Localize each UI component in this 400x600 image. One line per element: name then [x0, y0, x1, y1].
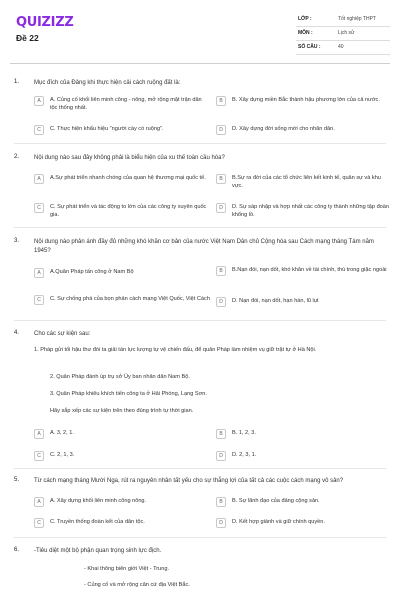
question-number: 3. [14, 238, 20, 244]
meta-value: 40 [338, 44, 344, 50]
meta-value: Tốt nghiệp THPT [338, 16, 376, 22]
option-text: B.Nạn đói, nạn dốt, khó khăn về tài chính, thù trong giặc ngoài [232, 267, 387, 273]
meta-row-question-count [296, 41, 390, 55]
question-number: 1. [14, 79, 20, 85]
meta-label: MÔN : [298, 30, 313, 36]
option-text: C. Thực hiện khẩu hiệu "người cày có ruộng". [50, 126, 164, 132]
header-divider [10, 63, 390, 64]
option-letter-badge: D [216, 518, 226, 528]
question-number: 5. [14, 477, 20, 483]
option-letter-badge: B [216, 174, 226, 184]
option-letter-badge: A [34, 268, 44, 278]
option-text: B. Sự lãnh đạo của đảng cộng sản. [232, 498, 320, 504]
option-letter-badge: D [216, 297, 226, 307]
question-number: 2. [14, 154, 20, 160]
question-divider [14, 143, 386, 144]
event-item: 1. Pháp gửi tối hậu thư đòi ta giải tán lực lượng tự vệ chiến đấu, để quân Pháp làm nhiệm vụ giữ trật tự ở Hà Nội. [34, 347, 317, 353]
option-letter-badge: D [216, 451, 226, 461]
option-letter-badge: B [216, 96, 226, 106]
option-letter-badge: A [34, 174, 44, 184]
option-letter-badge: C [34, 518, 44, 528]
option-text: B.Sự ra đời của các tổ chức liên kết kinh tế, quân sự và khu vực. [232, 175, 381, 189]
option-letter-badge: C [34, 203, 44, 213]
option-text: D. Sự sáp nhập và hợp nhất các công ty thành những tập đoàn khổng lồ. [232, 204, 390, 218]
question-number: 6. [14, 547, 20, 553]
question-text: -Tiêu diệt một bộ phận quan trọng sinh lực địch. [34, 548, 162, 554]
option-text: A.Sự phát triển nhanh chóng của quan hệ thương mại quốc tế. [50, 175, 206, 181]
option-text: C. Sự chống phá của bọn phản cách mạng Việt Quốc, Việt Cách [50, 296, 210, 302]
quizizz-logo: QUIZIZZ [16, 15, 74, 30]
exam-meta-table [296, 13, 390, 55]
meta-row-class [296, 13, 390, 27]
question-divider [14, 537, 386, 538]
option-letter-badge: B [216, 497, 226, 507]
option-letter-badge: A [34, 429, 44, 439]
option-text: C. 2, 1, 3. [50, 452, 75, 458]
option-text: A.Quân Pháp tấn công ở Nam Bộ [50, 269, 134, 275]
option-letter-badge: A [34, 96, 44, 106]
option-letter-badge: C [34, 125, 44, 135]
event-item: 3. Quân Pháp khiêu khích tiến công ta ở Hải Phòng, Lạng Sơn. [50, 391, 207, 397]
question-number: 4. [14, 330, 20, 336]
option-text: A. Củng cố khối liên minh công - nông, mở rộng mặt trận dân tộc thống nhất. [50, 97, 202, 111]
question-divider [14, 468, 386, 469]
option-text: D. 2, 3, 1. [232, 452, 257, 458]
option-text: D. Nạn đói, nạn dốt, hạn hán, lũ lụt [232, 298, 319, 304]
option-text: B. Xây dựng miền Bắc thành hậu phương lớn của cả nước. [232, 97, 380, 103]
option-letter-badge: B [216, 266, 226, 276]
question-text: Mục đích của Đảng khi thực hiện cải cách ruộng đất là: [34, 80, 181, 86]
question-text: Nội dung nào sau đây không phải là biểu hiện của xu thế toàn cầu hóa? [34, 155, 225, 161]
question-divider [14, 227, 386, 228]
meta-label: SỐ CÂU : [298, 44, 321, 50]
meta-row-subject [296, 27, 390, 41]
option-letter-badge: A [34, 497, 44, 507]
option-letter-badge: C [34, 451, 44, 461]
option-text: C. Sự phát triển và tác động to lớn của các công ty xuyên quốc gia. [50, 204, 207, 218]
option-text: D. Kết hợp giành và giữ chính quyền. [232, 519, 325, 525]
meta-value: Lịch sử [338, 30, 355, 36]
exam-title: Đề 22 [16, 33, 39, 43]
option-text: B. 1, 2, 3. [232, 430, 256, 436]
option-text: A. 3, 2, 1. [50, 430, 74, 436]
option-letter-badge: B [216, 429, 226, 439]
bullet-item: - Củng cố và mở rộng căn cứ địa Việt Bắc. [84, 582, 190, 588]
page-header [0, 0, 400, 66]
question-text: Cho các sự kiện sau: [34, 331, 91, 337]
question-text: Từ cách mạng tháng Mười Nga, rút ra nguyên nhân tất yếu cho sự thắng lợi của tất cả các cuộc cách mạng vô sản? [34, 478, 344, 484]
option-letter-badge: D [216, 125, 226, 135]
question-text: Nội dung nào phản ánh đầy đủ những khó khăn cơ bản của nước Việt Nam Dân chủ Cộng hòa sau Cách mạng tháng Tám năm 1945? [34, 239, 374, 254]
question-divider [14, 320, 386, 321]
bullet-item: - Khai thông biên giới Việt - Trung. [84, 566, 170, 572]
meta-label: LỚP : [298, 16, 312, 22]
option-letter-badge: C [34, 295, 44, 305]
option-text: A. Xây dựng khối liên minh công nông. [50, 498, 147, 504]
event-instruction: Hãy sắp xếp các sự kiện trên theo đúng trình tự thời gian. [50, 408, 194, 414]
option-text: C. Truyền thống đoàn kết của dân tộc. [50, 519, 145, 525]
option-text: D. Xây dựng đời sống mới cho nhân dân. [232, 126, 335, 132]
option-letter-badge: D [216, 203, 226, 213]
event-item: 2. Quân Pháp đánh úp trụ sở Ủy ban nhân dân Nam Bộ. [50, 374, 190, 380]
